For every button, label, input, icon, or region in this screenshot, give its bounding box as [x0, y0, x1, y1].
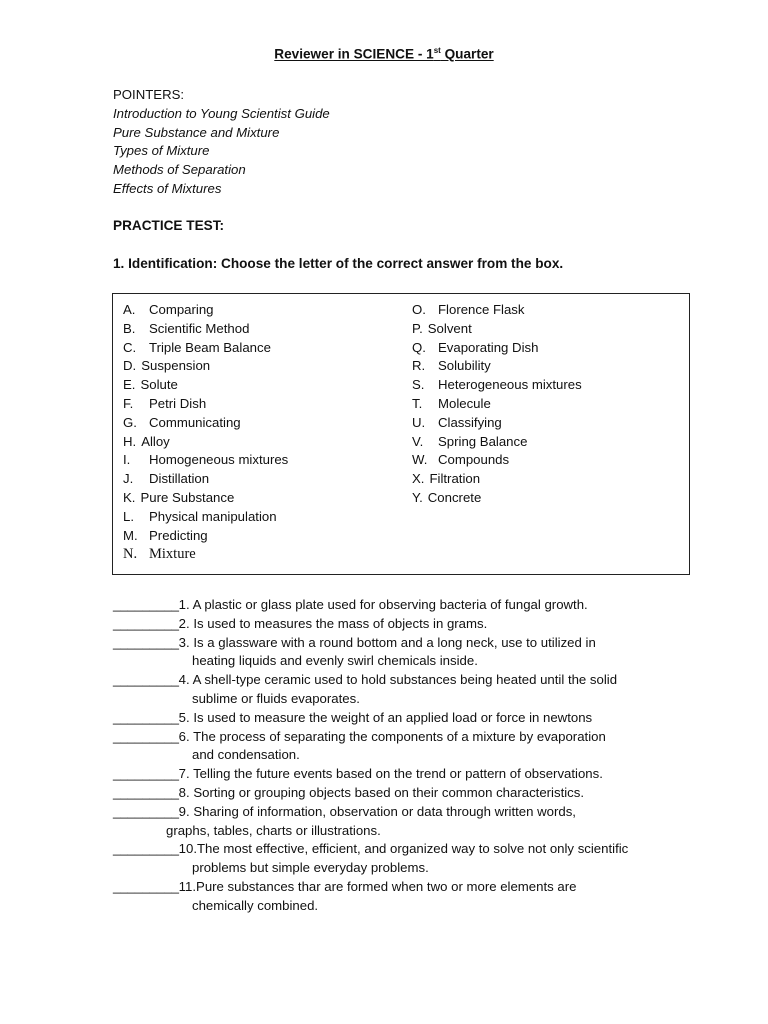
question-item: [113, 709, 628, 728]
choice-letter: H.: [123, 433, 137, 449]
choice-text: Physical manipulation: [149, 508, 277, 524]
question-item: [113, 728, 628, 766]
question-text: 2. Is used to measures the mass of objects in grams.: [175, 615, 488, 631]
choice-text: Scientific Method: [149, 320, 250, 336]
choice-letter: A.: [123, 302, 136, 317]
choice-item: [123, 489, 288, 508]
question-item: [113, 803, 628, 841]
choice-item: [412, 470, 582, 489]
choice-text: Heterogeneous mixtures: [438, 377, 582, 393]
question-continuation: sublime or fluids evaporates.: [192, 690, 360, 706]
choice-letter: L.: [123, 508, 134, 524]
choice-text: Molecule: [438, 395, 491, 411]
question-text: 3. Is a glassware with a round bottom and a long neck, use to utilized in: [175, 634, 596, 650]
answer-blank[interactable]: _________: [113, 672, 180, 688]
question-item: [113, 784, 628, 803]
pointers-label: POINTERS:: [113, 87, 185, 102]
choices-left-column: [123, 301, 288, 564]
choice-item: [123, 395, 288, 414]
pointer-item: Introduction to Young Scientist Guide: [113, 105, 330, 121]
pointer-item: Methods of Separation: [113, 162, 246, 178]
choice-text: Spring Balance: [438, 433, 528, 449]
choice-letter: R.: [412, 358, 426, 374]
choice-text: Petri Dish: [149, 395, 207, 411]
choice-letter: I.: [123, 452, 131, 468]
choice-text: Compounds: [438, 452, 510, 468]
choice-letter: P.: [412, 320, 423, 336]
questions-list: [113, 596, 628, 916]
question-item: [113, 615, 628, 634]
choice-text: Communicating: [149, 414, 241, 430]
answer-blank[interactable]: _________: [113, 709, 180, 725]
identification-heading: 1. Identification: Choose the letter of the correct answer from the box.: [113, 256, 564, 271]
choice-text: Pure Substance: [140, 489, 235, 505]
choice-letter: Q.: [412, 339, 426, 355]
answer-choices-box: [112, 293, 690, 575]
choice-letter: J.: [123, 471, 134, 487]
choice-text: Homogeneous mixtures: [149, 452, 289, 468]
pointer-item: Types of Mixture: [113, 143, 210, 159]
choice-letter: X.: [412, 471, 425, 487]
practice-test-heading: PRACTICE TEST:: [113, 218, 225, 233]
choice-item: [412, 376, 582, 395]
choice-text: Filtration: [429, 471, 481, 487]
question-item: [113, 878, 628, 916]
choice-item: [123, 433, 288, 452]
choice-item: [123, 545, 288, 564]
choice-text: Comparing: [149, 302, 214, 317]
choice-letter: C.: [123, 339, 137, 355]
choice-letter: S.: [412, 377, 425, 393]
choice-letter: O.: [412, 302, 426, 317]
choice-item: [123, 376, 288, 395]
question-text: 7. Telling the future events based on the trend or pattern of observations.: [175, 766, 603, 782]
question-text: 9. Sharing of information, observation or data through written words,: [175, 803, 576, 819]
choice-item: [412, 357, 582, 376]
question-continuation: chemically combined.: [192, 897, 319, 913]
answer-blank[interactable]: _________: [113, 615, 180, 631]
choice-text: Mixture: [149, 546, 196, 563]
choice-item: [123, 320, 288, 339]
choice-item: [412, 414, 582, 433]
choice-item: [123, 508, 288, 527]
title-main: Reviewer in SCIENCE - 1: [274, 46, 434, 62]
choice-letter: D.: [123, 358, 137, 374]
choice-item: [412, 320, 582, 339]
pointers-section: [113, 86, 330, 199]
question-item: [113, 671, 628, 709]
title-superscript: st: [433, 46, 441, 55]
pointer-item: Effects of Mixtures: [113, 180, 222, 196]
question-continuation: heating liquids and evenly swirl chemicals inside.: [192, 653, 478, 669]
answer-blank[interactable]: _________: [113, 878, 180, 894]
choice-item: [412, 395, 582, 414]
choice-text: Concrete: [427, 489, 482, 505]
question-text: 8. Sorting or grouping objects based on their common characteristics.: [175, 784, 585, 800]
choice-text: Suspension: [141, 358, 211, 374]
question-item: [113, 634, 628, 672]
question-text: 10.The most effective, efficient, and organized way to solve not only scientific: [175, 841, 629, 857]
answer-blank[interactable]: _________: [113, 766, 180, 782]
question-continuation: graphs, tables, charts or illustrations.: [166, 822, 381, 838]
choice-item: [123, 357, 288, 376]
choice-item: [123, 527, 288, 546]
choice-item: [123, 414, 288, 433]
answer-blank[interactable]: _________: [113, 597, 180, 612]
choice-text: Florence Flask: [438, 302, 525, 317]
choice-letter: W.: [412, 452, 428, 468]
question-continuation: and condensation.: [192, 747, 300, 763]
choice-letter: G.: [123, 414, 137, 430]
question-item: [113, 840, 628, 878]
choice-letter: U.: [412, 414, 426, 430]
choice-text: Alloy: [141, 433, 170, 449]
choice-text: Predicting: [149, 527, 208, 543]
answer-blank[interactable]: _________: [113, 841, 180, 857]
choice-letter: V.: [412, 433, 424, 449]
choices-right-column: [412, 301, 582, 508]
choice-letter: Y.: [412, 489, 423, 505]
choice-text: Triple Beam Balance: [149, 339, 271, 355]
question-continuation: problems but simple everyday problems.: [192, 860, 429, 876]
question-item: [113, 596, 628, 615]
question-text: 4. A shell-type ceramic used to hold substances being heated until the solid: [175, 672, 618, 688]
choice-text: Distillation: [149, 471, 210, 487]
choice-item: [412, 433, 582, 452]
choice-text: Solute: [140, 377, 178, 393]
pointer-item: Pure Substance and Mixture: [113, 124, 280, 140]
choice-item: [412, 451, 582, 470]
answer-blank[interactable]: _________: [113, 803, 180, 819]
answer-blank[interactable]: _________: [113, 728, 180, 744]
question-text: 11.Pure substances thar are formed when two or more elements are: [175, 878, 577, 894]
choice-letter: F.: [123, 395, 134, 411]
choice-item: [412, 339, 582, 358]
choice-text: Solubility: [438, 358, 491, 374]
choice-text: Solvent: [427, 320, 472, 336]
document-title: [0, 46, 768, 62]
choice-text: Classifying: [438, 414, 502, 430]
choice-letter: N.: [123, 546, 138, 563]
choice-text: Evaporating Dish: [438, 339, 539, 355]
title-end: Quarter: [440, 46, 494, 62]
choice-letter: T.: [412, 395, 423, 411]
answer-blank[interactable]: _________: [113, 634, 180, 650]
question-item: [113, 765, 628, 784]
choice-item: [123, 470, 288, 489]
answer-blank[interactable]: _________: [113, 784, 180, 800]
choice-letter: B.: [123, 320, 136, 336]
choice-item: [412, 301, 582, 320]
choice-item: [123, 301, 288, 320]
question-text: 6. The process of separating the components of a mixture by evaporation: [175, 728, 606, 744]
choice-letter: M.: [123, 527, 138, 543]
question-text: 1. A plastic or glass plate used for observing bacteria of fungal growth.: [175, 597, 588, 612]
question-text: 5. Is used to measure the weight of an applied load or force in newtons: [175, 709, 593, 725]
choice-item: [412, 489, 582, 508]
choice-item: [123, 451, 288, 470]
choice-letter: E.: [123, 377, 136, 393]
choice-item: [123, 339, 288, 358]
choice-letter: K.: [123, 489, 136, 505]
